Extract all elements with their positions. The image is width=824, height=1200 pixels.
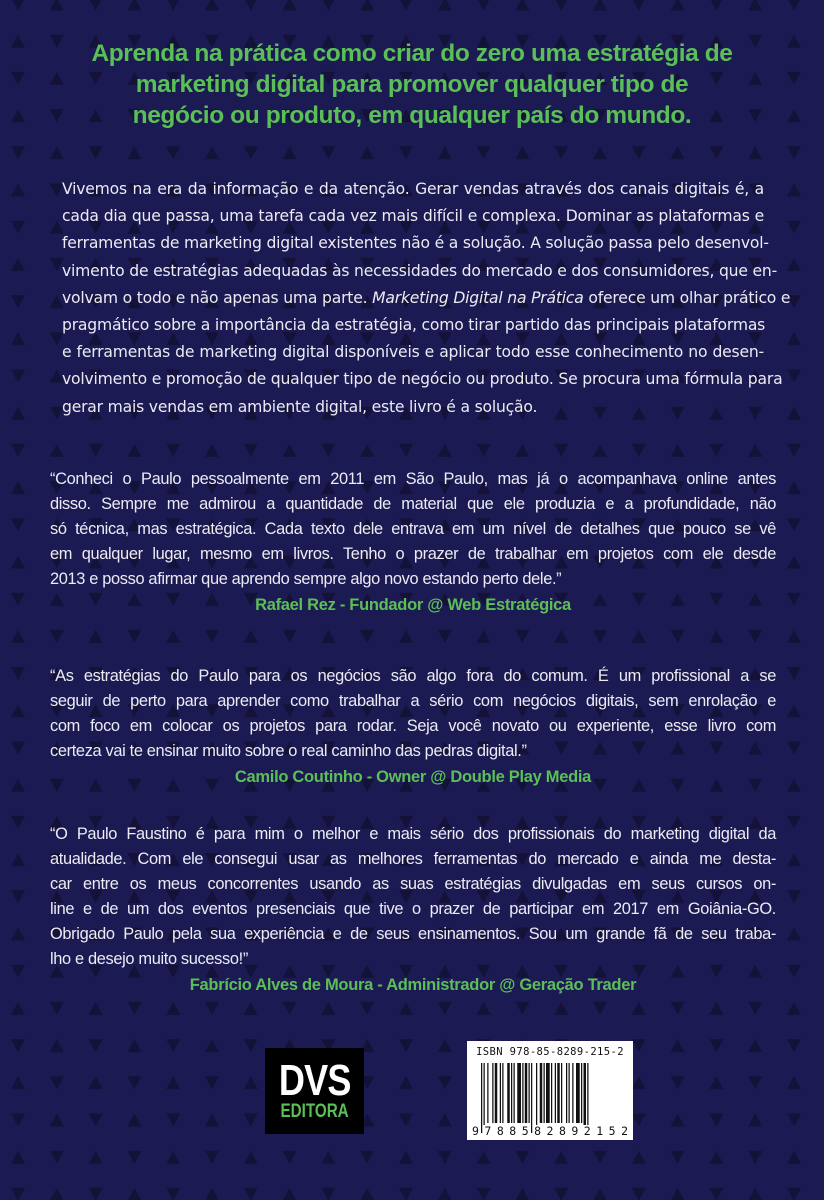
barcode-digit: 8 — [509, 1124, 517, 1138]
testimonial-line: car entre os meus concorrentes usando as suas estratégias divulgadas em seus cursos on- — [50, 875, 776, 893]
intro-line: vimento de estratégias adequadas às necessidades do mercado e dos consumidores, que en- — [62, 261, 778, 280]
barcode-digit: 8 — [534, 1124, 542, 1138]
barcode-digit: 8 — [496, 1124, 504, 1138]
barcode-bars — [481, 1063, 629, 1133]
logo-dvs-text: DVS — [278, 1056, 351, 1105]
testimonial-1 — [50, 467, 776, 618]
barcode-digit: 5 — [521, 1124, 529, 1138]
headline-line: negócio ou produto, em qualquer país do mundo. — [132, 102, 692, 129]
headline — [60, 38, 764, 131]
testimonial-author: Rafael Rez - Fundador @ Web Estratégica — [255, 596, 571, 614]
intro-line: cada dia que passa, uma tarefa cada vez mais difícil e complexa. Dominar as plataformas e — [62, 207, 764, 226]
testimonial-line: só técnica, mas estratégica. Cada texto dele entrava em um nível de detalhes que pouco se vê — [50, 520, 776, 538]
testimonial-line: com foco em colocar os projetos para rodar. Seja você novato ou experiente, esse livro com — [50, 717, 776, 735]
intro-line: gerar mais vendas em ambiente digital, este livro é a solução. — [62, 397, 538, 416]
barcode-digit: 5 — [608, 1124, 616, 1138]
testimonial-3 — [50, 822, 776, 998]
intro-line-text: oferece um olhar prático e — [588, 288, 791, 307]
isbn-barcode — [467, 1041, 633, 1140]
barcode-digits — [471, 1125, 629, 1137]
testimonial-line: “Conheci o Paulo pessoalmente em 2011 em São Paulo, mas já o acompanhava online antes — [50, 470, 776, 488]
barcode-digit: 9 — [571, 1124, 579, 1138]
headline-line: marketing digital para promover qualquer tipo de — [135, 71, 689, 98]
barcode-digit: 2 — [621, 1124, 628, 1138]
testimonial-line: “As estratégias do Paulo para os negócios são algo fora do comum. É um profissional a se — [50, 667, 776, 685]
intro-line-with-title — [62, 285, 791, 312]
intro-line: e ferramentas de marketing digital disponíveis e aplicar todo esse conhecimento no desen- — [62, 343, 764, 362]
testimonial-line: atualidade. Com ele consegui usar as melhores ferramentas do mercado e ainda me desta- — [50, 850, 776, 868]
testimonial-2 — [50, 664, 776, 790]
headline-line: Aprenda na prática como criar do zero uma estratégia de — [91, 40, 733, 67]
testimonial-author: Fabrício Alves de Moura - Administrador @ Geração Trader — [189, 976, 637, 994]
intro-line: pragmático sobre a importância da estratégia, como tirar partido das principais plataformas — [62, 316, 766, 335]
barcode-digit: 7 — [484, 1124, 492, 1138]
testimonial-line: certeza vai te ensinar muito sobre o real caminho das pedras digital.” — [50, 742, 527, 760]
testimonial-line: Obrigado Paulo pela sua experiência e de seus ensinamentos. Sou um grande fã de seu traba- — [50, 925, 776, 943]
testimonial-line: 2013 e posso afirmar que aprendo sempre algo novo estando perto dele.” — [50, 570, 562, 588]
intro-line: volvimento e promoção de qualquer tipo de negócio ou produto. Se procura uma fórmula para — [62, 370, 783, 389]
barcode-digit: 2 — [583, 1124, 591, 1138]
barcode-digit: 2 — [546, 1124, 554, 1138]
testimonial-line: lho e desejo muito sucesso!” — [50, 950, 248, 968]
book-title: Marketing Digital na Prática — [372, 288, 584, 307]
testimonial-line: line e de um dos eventos presenciais que tive o prazer de participar em 2017 em Goiânia-GO. — [50, 900, 776, 918]
barcode-digit: 1 — [596, 1124, 604, 1138]
barcode-digit: 9 — [472, 1124, 479, 1138]
barcode-digit: 8 — [558, 1124, 566, 1138]
intro-paragraph — [62, 176, 791, 421]
intro-line: ferramentas de marketing digital existentes não é a solução. A solução passa pelo desenvol- — [62, 234, 769, 253]
publisher-logo — [265, 1048, 364, 1134]
testimonial-line: disso. Sempre me admirou a quantidade de material que ele produzia e a profundidade, não — [50, 495, 776, 513]
logo-editora-text: EDITORA — [280, 1101, 349, 1122]
testimonial-line: seguir de perto para aprender como trabalhar a sério com negócios digitais, sem enrolação e — [50, 692, 776, 710]
isbn-label: ISBN 978-85-8289-215-2 — [476, 1046, 624, 1058]
testimonial-author: Camilo Coutinho - Owner @ Double Play Media — [234, 768, 592, 786]
testimonial-line: “O Paulo Faustino é para mim o melhor e mais sério dos profissionais do marketing digital da — [50, 825, 776, 843]
intro-line: Vivemos na era da informação e da atenção. Gerar vendas através dos canais digitais é, a — [62, 180, 764, 198]
testimonial-line: em qualquer lugar, mesmo em livros. Tenho o prazer de trabalhar em projetos com ele desde — [50, 545, 776, 563]
intro-line-text: volvam o todo e não apenas uma parte. — [62, 288, 368, 307]
